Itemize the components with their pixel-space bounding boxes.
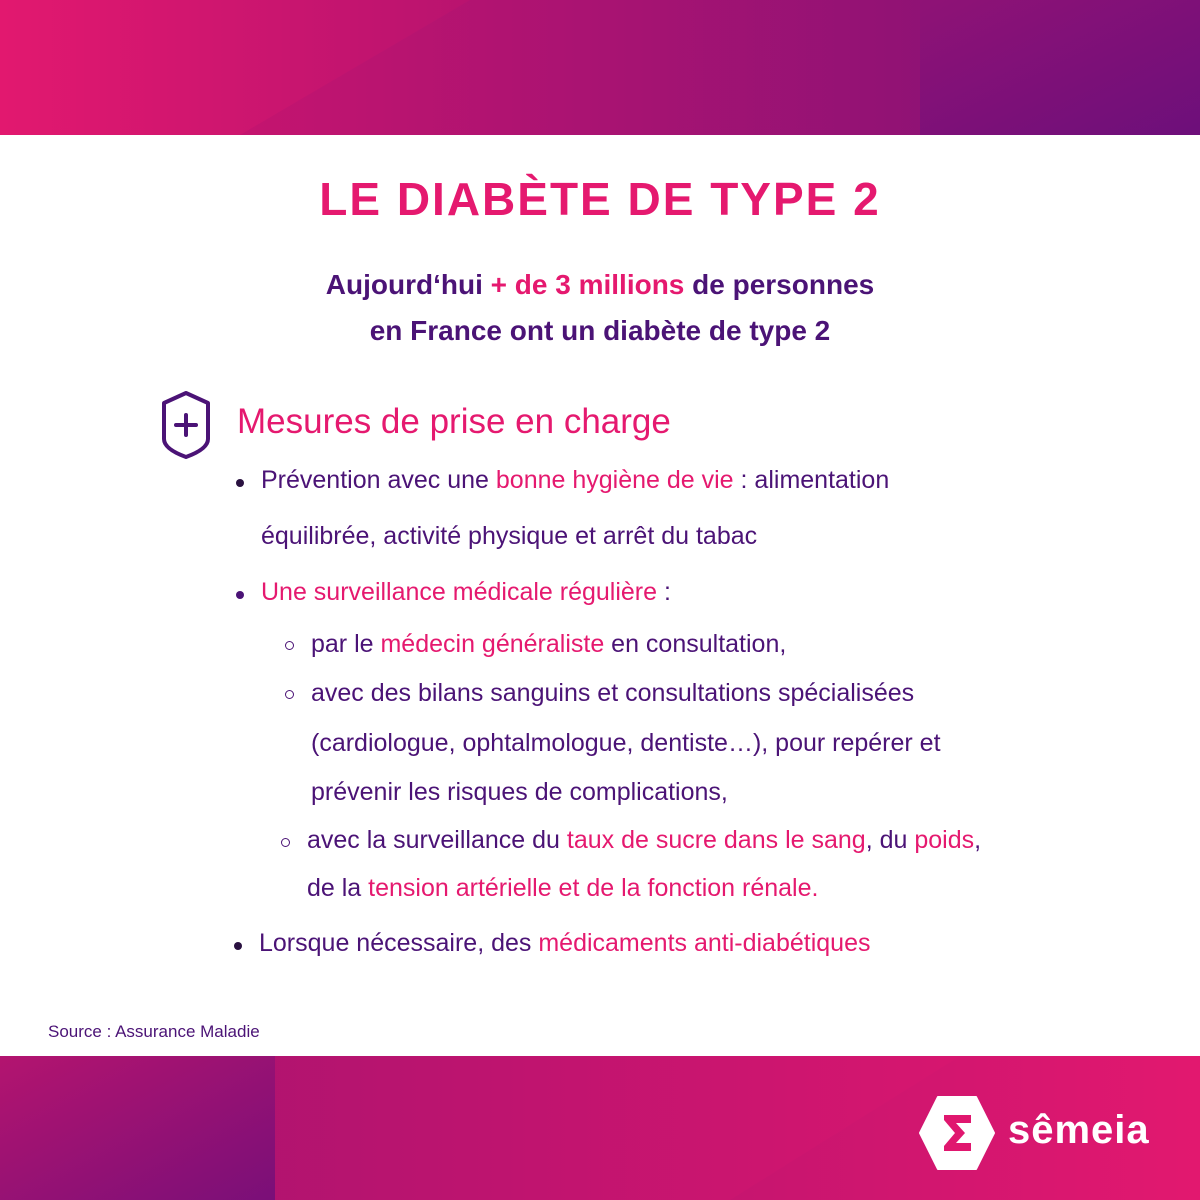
section-title: Mesures de prise en charge bbox=[237, 402, 671, 441]
bullet-text: avec la surveillance du bbox=[307, 826, 567, 854]
headline-line-1 bbox=[0, 262, 1200, 308]
sub-bullet-2-line-2: (cardiologue, ophtalmologue, dentiste…), pour repérer et bbox=[311, 729, 941, 757]
sigma-hexagon-icon bbox=[918, 1095, 996, 1171]
sub-bullet-3-line-2 bbox=[307, 874, 818, 903]
bullet-text: : bbox=[657, 578, 671, 606]
page-title: LE DIABÈTE DE TYPE 2 bbox=[319, 173, 881, 225]
headline-highlight: + de 3 millions bbox=[490, 269, 685, 300]
bullet-highlight: bonne hygiène de vie bbox=[495, 466, 734, 494]
bullet-dot bbox=[236, 479, 244, 487]
bullet-1-line-2: équilibrée, activité physique et arrêt du tabac bbox=[261, 522, 758, 550]
sub-bullet-2-line-3: prévenir les risques de complications, bbox=[311, 778, 728, 806]
top-banner bbox=[0, 0, 1200, 135]
bullet-3 bbox=[259, 929, 870, 958]
bullet-highlight: médecin généraliste bbox=[380, 630, 605, 658]
sub-bullet-ring bbox=[281, 838, 290, 847]
sub-bullet-ring bbox=[285, 690, 294, 699]
bullet-highlight: taux de sucre dans le sang bbox=[566, 826, 866, 854]
source-note: Source : Assurance Maladie bbox=[48, 1022, 260, 1041]
sub-bullet-ring bbox=[285, 641, 294, 650]
bullet-text: Lorsque nécessaire, des bbox=[259, 929, 539, 957]
bullet-dot bbox=[236, 591, 244, 599]
headline-text: de personnes bbox=[684, 269, 875, 300]
sub-bullet-2-line-1: avec des bilans sanguins et consultations spécialisées bbox=[311, 679, 915, 707]
bullet-text: par le bbox=[311, 630, 381, 658]
bullet-dot bbox=[234, 942, 242, 950]
bullet-text: : alimentation bbox=[733, 466, 890, 494]
bullet-text: , du bbox=[865, 826, 915, 854]
top-banner-shapes bbox=[0, 0, 1200, 135]
bullet-text: en consultation, bbox=[604, 630, 787, 658]
bullet-1-line-1 bbox=[261, 466, 889, 495]
bullet-highlight: tension artérielle et de la fonction rénale. bbox=[368, 874, 819, 902]
sub-bullet-1 bbox=[311, 630, 786, 659]
bullet-2-line-1 bbox=[261, 578, 671, 607]
bullet-highlight: poids bbox=[914, 826, 975, 854]
shield-plus-icon bbox=[160, 389, 212, 461]
headline-line-2: en France ont un diabète de type 2 bbox=[369, 315, 831, 346]
bullet-highlight: médicaments anti-diabétiques bbox=[538, 929, 871, 957]
sub-bullet-3-line-1 bbox=[307, 826, 981, 855]
headline-text: Aujourd‘hui bbox=[325, 269, 491, 300]
bullet-highlight: Une surveillance médicale régulière bbox=[261, 578, 658, 606]
bullet-text: , bbox=[974, 826, 982, 854]
bullet-text: Prévention avec une bbox=[261, 466, 496, 494]
headline-stat bbox=[0, 262, 1200, 354]
brand-name: sêmeia bbox=[1008, 1108, 1150, 1152]
bullet-text: de la bbox=[307, 874, 369, 902]
